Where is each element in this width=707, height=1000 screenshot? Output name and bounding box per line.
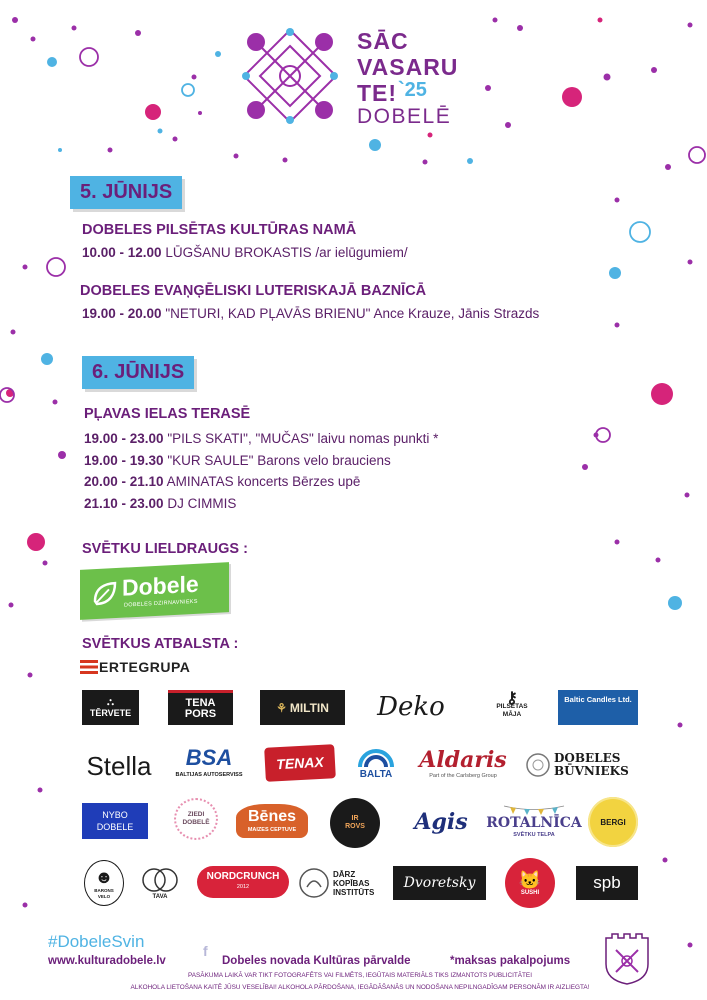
sponsor-sublabel: BALTIJAS AUTOSERVISS (175, 771, 243, 778)
tava-rings-icon (138, 866, 182, 894)
sponsor-label: BALTA (359, 768, 393, 780)
sponsor-miltin: ⚘ MILTIN (260, 690, 345, 725)
sponsor-label: TENAX (275, 753, 325, 773)
sponsor-dvoretsky (393, 866, 486, 900)
sponsor-tervete: ⛬ TĒRVETE (82, 690, 139, 725)
sponsor-benes (232, 800, 312, 842)
event-text: "NETURI, KAD PĻAVĀS BRIENU" Ance Krauze, Jānis Strazds (165, 306, 540, 321)
venue-culture-house: DOBELES PILSĒTAS KULTŪRAS NAMĀ (82, 222, 357, 238)
supporters-heading: SVĒTKUS ATBALSTA : (82, 636, 239, 652)
event-text: DJ CIMMIS (167, 496, 237, 511)
sponsor-label: Deko (377, 692, 445, 722)
title-line-1: SĀC (357, 28, 409, 54)
sponsor-nybo-dobele (82, 803, 148, 839)
sponsor-label: Dvoretsky (403, 875, 476, 891)
partner-name: Dobele (122, 570, 199, 601)
sponsor-label: SUSHI (520, 890, 540, 896)
sponsor-label: DĀRZ KOPĪBAS INSTITŪTS (333, 869, 375, 897)
venue-plavas-terrace: PĻAVAS IELAS TERASĒ (84, 406, 251, 422)
event-line (84, 453, 391, 468)
hashtag: #DobeleSvin (48, 932, 145, 951)
festival-city: DOBELĒ (357, 105, 452, 128)
sponsor-label: TĒRVETE (89, 708, 132, 718)
buvnieks-globe-icon (525, 752, 551, 778)
sponsor-barons-velo (84, 858, 124, 908)
darz-hands-icon (298, 867, 330, 899)
sponsor-label: NORDCRUNCH (206, 871, 280, 882)
partner-heading: SVĒTKU LIELDRAUGS : (82, 541, 248, 557)
sponsor-agis (398, 806, 484, 838)
sponsor-label: TENA PORS (184, 697, 217, 720)
venue-lutheran-church: DOBELES EVAŅĢĒLISKI LUTERISKAJĀ BAZNĪCĀ (80, 283, 427, 299)
erte-text: ERTEGRUPA (99, 659, 191, 675)
festival-logo-ornament (238, 24, 342, 128)
festival-year: `25 (398, 79, 427, 101)
sponsor-darz (298, 864, 386, 902)
photo-notice: PASĀKUMA LAIKĀ VAR TIKT FOTOGRAFĒTS VAI FILMĒTS, IEGŪTAIS MATERIĀLS TIKS IZMANTOTS PUBLICITĀTEI (188, 972, 532, 979)
facebook-icon: f (203, 943, 208, 959)
bunting-icon (504, 805, 564, 815)
event-text: LŪGŠANU BROKASTIS /ar ielūgumiem/ (165, 245, 408, 260)
sponsor-label: Bēnes (247, 807, 297, 825)
sponsor-sublabel: BŪVNIEKS (554, 764, 629, 778)
sponsor-label: MILTIN (289, 700, 329, 715)
sponsor-tava (134, 858, 186, 908)
website-link[interactable]: www.kulturadobele.lv (48, 955, 166, 967)
event-time: 19.00 - 19.30 (84, 453, 164, 468)
event-text: "PILS SKATI", "MUČAS" laivu nomas punkti * (167, 431, 439, 446)
lucky-cat-icon: 🐱 (518, 870, 542, 890)
sponsor-aldaris (413, 744, 513, 784)
key-icon: ⚷ (506, 690, 518, 707)
sponsor-tena-pors (168, 690, 233, 725)
sponsor-label: Stella (86, 750, 152, 781)
sponsor-erte-grupa (80, 658, 190, 676)
sponsor-baltic-candles (558, 690, 638, 725)
event-time: 20.00 - 21.10 (84, 474, 164, 489)
sponsor-sublabel: SVĒTKU TELPA (513, 831, 555, 838)
sponsor-label: Baltic Candles Ltd. (564, 695, 632, 704)
event-line (82, 245, 408, 260)
date-badge-june-5: 5. JŪNIJS (70, 176, 182, 209)
sponsor-ir-rovs (330, 798, 380, 848)
sponsor-label: BSA (185, 744, 233, 770)
sponsor-sublabel: MAIZES CEPTUVE (247, 826, 297, 833)
sponsor-label: spb (593, 873, 621, 892)
alcohol-notice: ALKOHOLA LIETOŠANA KAITĒ JŪSU VESELĪBAI! ALKOHOLA PĀRDOŠANA, IEGĀDĀŠANĀS UN NODOŠANA NEPILNGADĪGAM PERSONĀM IR AIZLIEGTA! (130, 984, 590, 991)
sponsor-label: ROTALNĪCA (486, 814, 582, 831)
sponsor-balta (352, 740, 400, 788)
leaf-icon (92, 580, 118, 607)
sponsor-pilsetas-maja (481, 686, 543, 728)
sponsor-label: ZIEDI DOBELĒ (182, 811, 210, 826)
sponsor-label: NYBO DOBELE (96, 810, 134, 832)
sponsor-label: TAVA (152, 894, 168, 900)
event-time: 21.10 - 23.00 (84, 496, 164, 511)
balta-arcs-icon (356, 749, 396, 769)
event-text: AMINATAS koncerts Bērzes upē (166, 474, 361, 489)
sponsor-label: DOBELES (554, 751, 621, 765)
partner-logo-dobele (80, 562, 229, 620)
sponsor-label: PILSĒTAS MĀJA (496, 703, 528, 718)
sponsor-label: Agis (414, 809, 468, 835)
sponsor-ziedi-dobele (168, 792, 224, 846)
sponsor-nordcrunch (197, 866, 289, 898)
dobele-coat-of-arms-icon (604, 932, 650, 986)
sponsor-label: BERGI (600, 817, 626, 827)
sponsor-sublabel: 2012 (236, 884, 250, 890)
sponsor-stella (80, 748, 158, 784)
date-badge-june-6: 6. JŪNIJS (82, 356, 194, 389)
sponsor-sublabel: Part of the Carlsberg Group (429, 772, 497, 779)
event-time: 19.00 - 20.00 (82, 306, 162, 321)
sponsor-dobeles-buvnieks (525, 748, 640, 782)
title-line-3: TE! (357, 80, 398, 106)
event-time: 19.00 - 23.00 (84, 431, 164, 446)
event-line (82, 306, 539, 321)
sponsor-sushi-cat (505, 858, 555, 908)
sponsor-spb (576, 866, 638, 900)
sponsor-label: BARONS VELO (94, 888, 114, 899)
sponsor-tenax (264, 744, 336, 782)
sponsor-bergi (588, 797, 638, 847)
partner-subtitle: DOBELES DZIRNAVNIEKS (124, 598, 198, 609)
facebook-page-link[interactable]: Dobeles novada Kultūras pārvalde (222, 955, 411, 967)
event-time: 10.00 - 12.00 (82, 245, 162, 260)
sponsor-bsa (170, 742, 248, 784)
event-line (84, 431, 438, 446)
sponsor-deko (367, 688, 455, 726)
title-line-2: VASARU (357, 54, 459, 80)
beard-icon: ☻ (94, 867, 114, 887)
event-text: "KUR SAULE" Barons velo brauciens (167, 453, 391, 468)
event-line (84, 474, 360, 489)
paid-service-note: *maksas pakalpojums (450, 955, 571, 967)
sponsor-rotalnica (486, 796, 582, 848)
sponsor-label: Aldaris (419, 746, 507, 773)
sponsor-label: IR ROVS (345, 815, 365, 830)
erte-stripes-icon (80, 660, 98, 674)
event-line (84, 496, 236, 511)
